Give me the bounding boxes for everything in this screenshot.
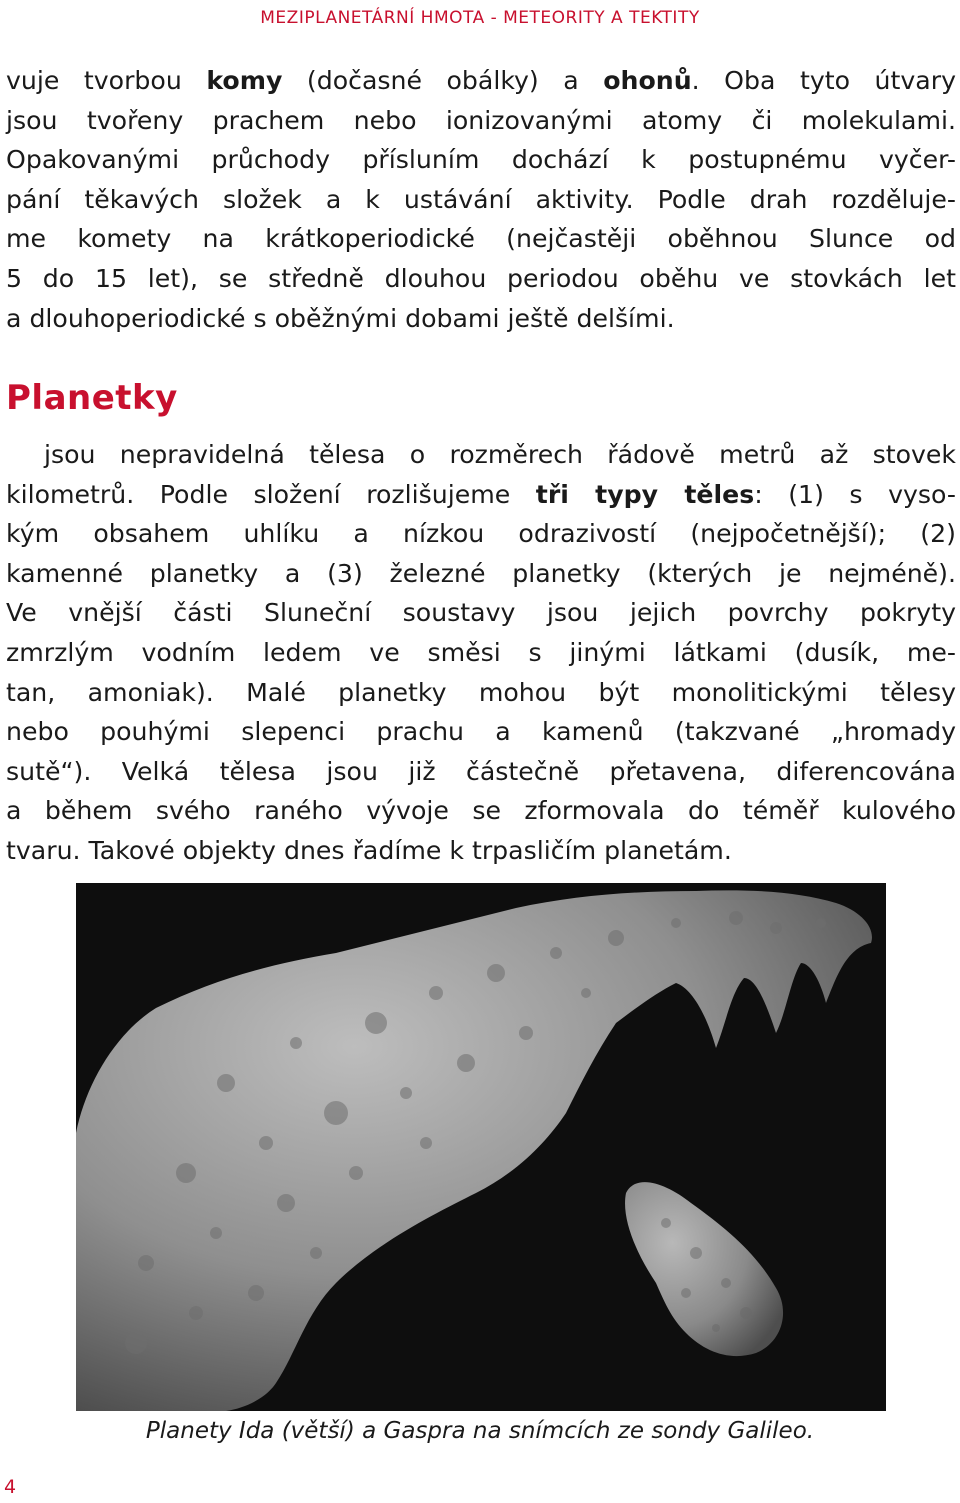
text-line: vuje tvorbou komy (dočasné obálky) a ohonů. Oba tyto útvary — [6, 66, 956, 95]
asteroid-illustration — [76, 883, 886, 1411]
text-line: tvaru. Takové objekty dnes řadíme k trpasličím planetám. — [6, 835, 732, 865]
paragraph-comets — [6, 61, 956, 338]
text-line: nebo pouhými slepenci prachu a kamenů (takzvané „hromady — [6, 717, 956, 747]
paragraph-asteroids — [6, 435, 956, 871]
bold-term-three-types: tři typy těles — [535, 479, 755, 509]
text-line: 5 do 15 let), se středně dlouhou periodou oběhu ve stovkách let — [6, 263, 956, 293]
bold-term-ohon: ohonů — [603, 66, 692, 95]
page-number: 4 — [4, 1476, 17, 1498]
text-line: sutě“). Velká tělesa jsou již částečně přetavena, diferencována — [6, 756, 956, 786]
bold-term-koma: komy — [206, 66, 283, 95]
section-heading: Planetky — [6, 378, 178, 418]
text-line: a dlouhoperiodické s oběžnými dobami ještě delšími. — [6, 303, 675, 333]
text-line: Opakovanými průchody přísluním dochází k postupnému vyčer- — [6, 145, 956, 175]
asteroid-photo — [76, 883, 886, 1411]
text-line: tan, amoniak). Malé planetky mohou být monolitickými tělesy — [6, 677, 956, 707]
text-line: zmrzlým vodním ledem ve směsi s jinými látkami (dusík, me- — [6, 637, 956, 667]
text-line: jsou nepravidelná tělesa o rozměrech řádově metrů až stovek — [44, 440, 956, 469]
text-line: kilometrů. Podle složení rozlišujeme tři typy těles: (1) s vyso- — [6, 479, 956, 509]
text-line: jsou tvořeny prachem nebo ionizovanými atomy či molekulami. — [6, 105, 956, 135]
running-head: MEZIPLANETÁRNÍ HMOTA - METEORITY A TEKTITY — [260, 8, 700, 28]
figure-caption: Planety Ida (větší) a Gaspra na snímcích ze sondy Galileo. — [145, 1418, 815, 1444]
text-line: a během svého raného vývoje se zformovala do téměř kulového — [6, 796, 956, 826]
text-line: kým obsahem uhlíku a nízkou odrazivostí (nejpočetnější); (2) — [6, 519, 956, 549]
text-line: kamenné planetky a (3) železné planetky (kterých je nejméně). — [6, 558, 956, 588]
text-line: Ve vnější části Sluneční soustavy jsou jejich povrchy pokryty — [6, 598, 956, 628]
text-line: me komety na krátkoperiodické (nejčastěji oběhnou Slunce od — [6, 224, 956, 254]
text-line: pání těkavých složek a k ustávání aktivity. Podle drah rozděluje- — [6, 184, 956, 214]
